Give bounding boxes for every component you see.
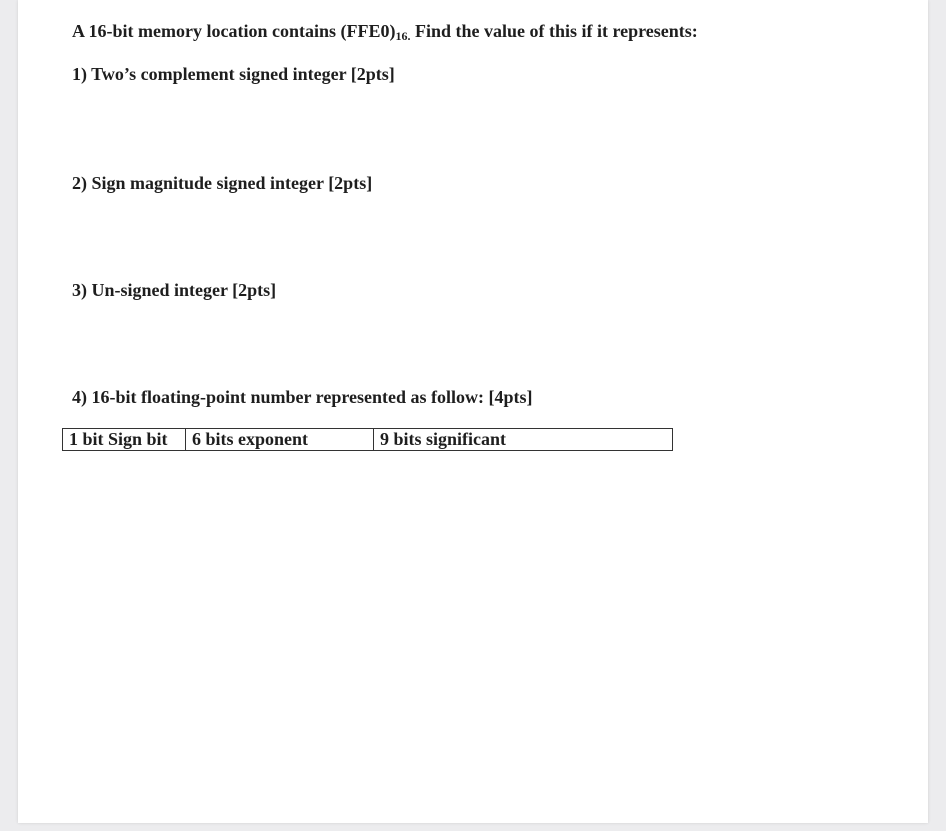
sign-bit-cell: 1 bit Sign bit — [69, 429, 168, 449]
question-part-4: 4) 16-bit floating-point number represented as follow: [4pts] — [72, 387, 533, 407]
float-format-table — [62, 428, 673, 451]
intro-suffix: Find the value of this if it represents: — [410, 21, 698, 41]
question-part-1: 1) Two’s complement signed integer [2pts] — [72, 64, 395, 84]
intro-subscript: 16. — [395, 29, 411, 43]
question-part-3: 3) Un-signed integer [2pts] — [72, 280, 277, 300]
exponent-cell: 6 bits exponent — [185, 429, 373, 450]
intro-prefix: A 16-bit memory location contains (FFE0) — [72, 21, 396, 41]
significand-cell: 9 bits significant — [373, 429, 672, 450]
question-intro — [72, 20, 698, 42]
question-part-2: 2) Sign magnitude signed integer [2pts] — [72, 173, 373, 193]
document-page — [18, 0, 928, 823]
